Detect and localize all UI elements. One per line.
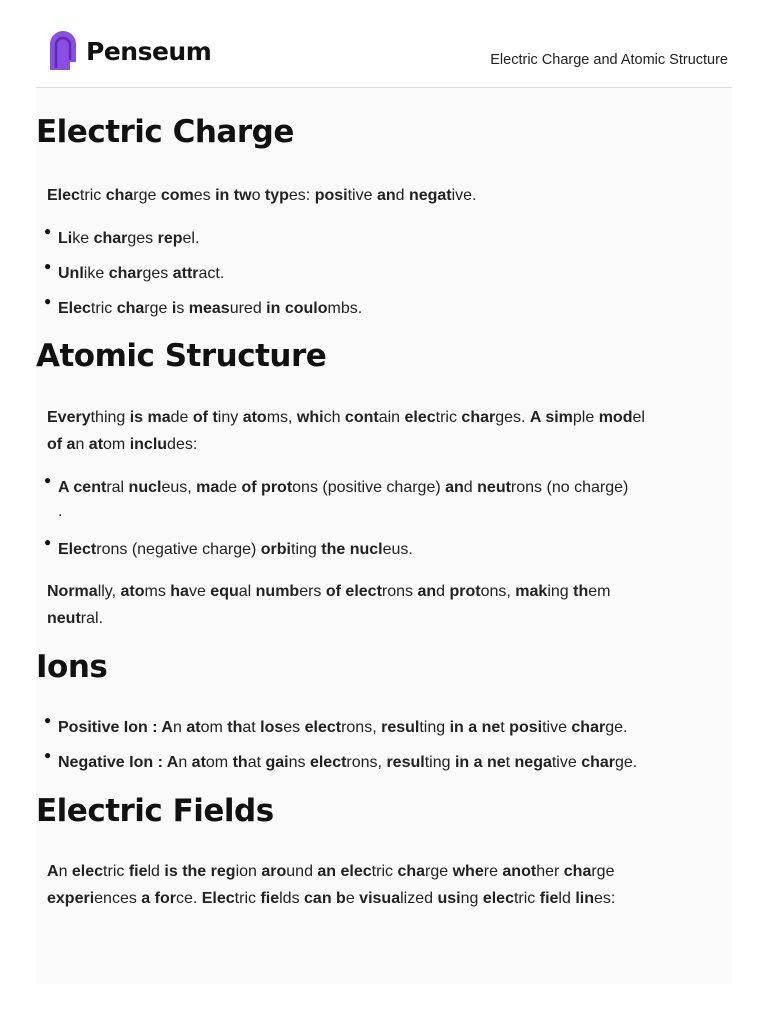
text-run: gai bbox=[265, 754, 289, 771]
text-run: de bbox=[219, 479, 242, 496]
text-run: Elec bbox=[47, 187, 80, 204]
text-run: elect bbox=[304, 719, 342, 736]
text-run: ral. bbox=[80, 610, 104, 627]
charge-intro bbox=[47, 182, 727, 209]
text-run: rge bbox=[144, 300, 172, 317]
text-run: ge. bbox=[605, 719, 628, 736]
text-run: es bbox=[193, 187, 216, 204]
text-run: is bbox=[164, 863, 183, 880]
document-title: Electric Charge and Atomic Structure bbox=[490, 52, 728, 68]
text-run: attr bbox=[172, 265, 199, 282]
text-run: tric bbox=[103, 863, 129, 880]
text-run: at bbox=[242, 719, 261, 736]
list-item bbox=[58, 295, 718, 323]
text-run: ple bbox=[572, 409, 599, 426]
text-run: ike bbox=[83, 265, 109, 282]
text-run: rons bbox=[381, 583, 418, 600]
text-run: can bbox=[304, 890, 337, 907]
text-run: ke bbox=[72, 230, 94, 247]
text-run: ce. bbox=[175, 890, 202, 907]
text-run: ve bbox=[188, 583, 211, 600]
text-run: cont bbox=[344, 409, 379, 426]
text-run: th bbox=[232, 754, 248, 771]
text-run: A bbox=[47, 863, 59, 880]
text-run: equ bbox=[210, 583, 239, 600]
text-run: an bbox=[417, 583, 437, 600]
text-run: an bbox=[317, 863, 341, 880]
text-run: ured bbox=[229, 300, 267, 317]
fields-line1 bbox=[47, 858, 727, 885]
text-run: tric bbox=[435, 409, 462, 426]
text-run: char bbox=[581, 754, 615, 771]
text-run: at bbox=[88, 436, 104, 453]
text-run: char bbox=[108, 265, 143, 282]
text-run: nega bbox=[514, 754, 552, 771]
text-run: ld bbox=[147, 863, 165, 880]
text-run: d bbox=[436, 583, 450, 600]
text-run: visua bbox=[359, 890, 401, 907]
text-run: es bbox=[283, 719, 305, 736]
text-run: neut bbox=[477, 479, 511, 496]
text-run: t bbox=[505, 754, 515, 771]
text-run: lin bbox=[575, 890, 594, 907]
heading-electric-charge: Electric Charge bbox=[36, 114, 294, 150]
text-run: A bbox=[166, 754, 179, 771]
text-run: und bbox=[286, 863, 318, 880]
text-run: ld bbox=[558, 890, 576, 907]
text-run: ato bbox=[120, 583, 145, 600]
text-run: ons (positive charge) bbox=[292, 479, 446, 496]
text-run: Positive Ion : bbox=[58, 719, 162, 736]
list-item bbox=[58, 536, 718, 564]
text-run: s bbox=[176, 300, 189, 317]
text-run: de bbox=[170, 409, 193, 426]
text-run: her bbox=[536, 863, 564, 880]
text-run: posi bbox=[314, 187, 348, 204]
text-run: e bbox=[345, 890, 360, 907]
text-run: ting bbox=[291, 541, 322, 558]
text-run: elect bbox=[345, 583, 382, 600]
text-run: eus, bbox=[161, 479, 197, 496]
text-run: b bbox=[336, 890, 346, 907]
text-run: tric bbox=[234, 890, 261, 907]
bullet-icon: ● bbox=[44, 748, 52, 762]
list-item bbox=[58, 749, 718, 777]
text-run: elect bbox=[309, 754, 347, 771]
text-run: cha bbox=[563, 863, 592, 880]
bullet-icon: ● bbox=[44, 259, 52, 273]
text-run: cent bbox=[73, 479, 107, 496]
text-run: n bbox=[58, 863, 72, 880]
text-run: is bbox=[129, 409, 148, 426]
text-run: of bbox=[325, 583, 346, 600]
text-run: rge bbox=[133, 187, 161, 204]
text-run: ch bbox=[323, 409, 345, 426]
text-run: resul bbox=[386, 754, 425, 771]
text-run: ne bbox=[486, 754, 506, 771]
list-item bbox=[58, 260, 718, 288]
text-run: of bbox=[192, 409, 213, 426]
text-run: whi bbox=[296, 409, 324, 426]
text-run: th bbox=[227, 719, 243, 736]
text-run: tric bbox=[513, 890, 540, 907]
text-run: a bbox=[66, 436, 76, 453]
text-run: coulo bbox=[284, 300, 328, 317]
text-run: ges bbox=[142, 265, 173, 282]
text-run: ha bbox=[170, 583, 189, 600]
text-run: act. bbox=[198, 265, 225, 282]
atomic-outro-line2 bbox=[47, 605, 727, 632]
text-run: ain bbox=[378, 409, 405, 426]
text-run: rep bbox=[157, 230, 183, 247]
text-run: es: bbox=[288, 187, 315, 204]
text-run: char bbox=[461, 409, 496, 426]
text-run: lds bbox=[279, 890, 305, 907]
text-run: rge bbox=[591, 863, 615, 880]
text-run: el. bbox=[182, 230, 200, 247]
text-run: ges bbox=[127, 230, 158, 247]
text-run: resul bbox=[381, 719, 420, 736]
text-run: ting bbox=[419, 719, 450, 736]
text-run: re bbox=[483, 863, 503, 880]
text-run: negat bbox=[408, 187, 452, 204]
text-run: an bbox=[376, 187, 396, 204]
text-run: a bbox=[141, 890, 155, 907]
text-run: com bbox=[160, 187, 194, 204]
text-run: es: bbox=[594, 890, 616, 907]
text-run: nucl bbox=[349, 541, 383, 558]
text-run: whe bbox=[452, 863, 484, 880]
text-run: posi bbox=[509, 719, 543, 736]
text-run: tive bbox=[551, 754, 582, 771]
text-run: rons, bbox=[341, 719, 382, 736]
text-run: ma bbox=[196, 479, 220, 496]
brand-name: Penseum bbox=[86, 36, 212, 66]
text-run: cha bbox=[397, 863, 426, 880]
bullet-icon: ● bbox=[44, 224, 52, 238]
list-item bbox=[58, 714, 718, 742]
text-run: ral bbox=[106, 479, 129, 496]
heading-atomic-structure: Atomic Structure bbox=[36, 338, 327, 374]
text-run: tric bbox=[90, 300, 117, 317]
text-run: experi bbox=[47, 890, 95, 907]
text-run: Unl bbox=[58, 265, 84, 282]
atomic-outro-line1 bbox=[47, 578, 727, 605]
text-run: rons (no charge) bbox=[510, 479, 629, 496]
text-run: ences bbox=[94, 890, 142, 907]
text-run: A bbox=[161, 719, 173, 736]
text-run: orbi bbox=[260, 541, 291, 558]
text-run: char bbox=[93, 230, 128, 247]
text-run: typ bbox=[264, 187, 289, 204]
bullet-icon: ● bbox=[44, 713, 52, 727]
text-run: inclu bbox=[129, 436, 168, 453]
text-run: om bbox=[205, 754, 233, 771]
text-run: meas bbox=[188, 300, 230, 317]
text-run: ms, bbox=[266, 409, 297, 426]
text-run: rons, bbox=[346, 754, 387, 771]
penseum-logo-icon bbox=[48, 30, 78, 72]
text-run: Every bbox=[47, 409, 91, 426]
text-run: tw bbox=[233, 187, 252, 204]
text-run: d bbox=[463, 479, 478, 496]
text-run: in bbox=[454, 754, 474, 771]
text-run: fie bbox=[539, 890, 559, 907]
text-run: rge bbox=[425, 863, 453, 880]
brand-logo[interactable] bbox=[48, 30, 211, 72]
text-run: a bbox=[468, 719, 482, 736]
text-run: at bbox=[247, 754, 266, 771]
text-run: an bbox=[445, 479, 464, 496]
text-run: al bbox=[238, 583, 256, 600]
text-run: for bbox=[154, 890, 176, 907]
text-run: sim bbox=[545, 409, 573, 426]
atomic-intro-line1 bbox=[47, 404, 727, 431]
text-run: Elect bbox=[58, 541, 97, 558]
text-run: thing bbox=[90, 409, 130, 426]
text-run: o bbox=[251, 187, 265, 204]
text-run: a bbox=[473, 754, 487, 771]
text-run: ive. bbox=[451, 187, 477, 204]
text-run: ne bbox=[481, 719, 501, 736]
text-run: fie bbox=[260, 890, 280, 907]
text-run: ge. bbox=[615, 754, 638, 771]
text-run: ing bbox=[547, 583, 574, 600]
text-run: i bbox=[171, 300, 177, 317]
text-run: n bbox=[178, 754, 192, 771]
text-run: nucl bbox=[128, 479, 162, 496]
text-run: rons (negative charge) bbox=[96, 541, 261, 558]
text-run: t bbox=[212, 409, 218, 426]
text-run: Elec bbox=[201, 890, 235, 907]
list-item bbox=[58, 225, 718, 253]
text-run: A bbox=[58, 479, 74, 496]
text-run: the bbox=[182, 863, 211, 880]
text-run: in bbox=[449, 719, 469, 736]
text-run: elec bbox=[340, 863, 372, 880]
text-run: ng bbox=[460, 890, 483, 907]
text-run: ting bbox=[424, 754, 455, 771]
fields-line2 bbox=[47, 885, 727, 912]
text-run: el bbox=[632, 409, 645, 426]
text-run: Li bbox=[58, 230, 73, 247]
heading-electric-fields: Electric Fields bbox=[36, 793, 274, 829]
text-run: t bbox=[500, 719, 510, 736]
text-run: lly, bbox=[97, 583, 121, 600]
text-run: los bbox=[260, 719, 284, 736]
bullet-icon: ● bbox=[44, 294, 52, 308]
text-run: tric bbox=[371, 863, 398, 880]
text-run: elec bbox=[71, 863, 104, 880]
text-run: d bbox=[395, 187, 409, 204]
text-run: the bbox=[321, 541, 350, 558]
text-run: om bbox=[200, 719, 228, 736]
bullet-icon: ● bbox=[44, 535, 52, 549]
text-run: lized bbox=[400, 890, 438, 907]
text-run: mod bbox=[598, 409, 633, 426]
heading-ions: Ions bbox=[36, 649, 108, 685]
page-header bbox=[36, 24, 732, 88]
text-run: ns bbox=[288, 754, 310, 771]
text-run: eus. bbox=[382, 541, 413, 558]
text-run: ma bbox=[147, 409, 171, 426]
text-run: om bbox=[103, 436, 130, 453]
text-run: tive bbox=[542, 719, 572, 736]
text-run: Norma bbox=[47, 583, 98, 600]
text-run: ers bbox=[299, 583, 326, 600]
text-run: Negative Ion : bbox=[58, 754, 167, 771]
text-run: cha bbox=[105, 187, 134, 204]
text-run: iny bbox=[217, 409, 243, 426]
list-item bbox=[58, 474, 718, 502]
text-run: des: bbox=[167, 436, 198, 453]
text-run: Elec bbox=[58, 300, 91, 317]
text-run: aro bbox=[261, 863, 287, 880]
text-run: at bbox=[186, 719, 201, 736]
bullet-icon: ● bbox=[44, 473, 52, 487]
text-run: prot bbox=[261, 479, 293, 496]
text-run: ons, bbox=[480, 583, 516, 600]
text-run: mak bbox=[515, 583, 548, 600]
text-run: cha bbox=[116, 300, 145, 317]
text-run: anot bbox=[502, 863, 537, 880]
text-run: elec bbox=[404, 409, 436, 426]
text-run: fie bbox=[128, 863, 148, 880]
document-body bbox=[36, 88, 732, 984]
text-run: of bbox=[47, 436, 67, 453]
text-run: at bbox=[191, 754, 206, 771]
text-run: numb bbox=[255, 583, 300, 600]
text-run: ges. bbox=[495, 409, 530, 426]
text-run: usi bbox=[437, 890, 461, 907]
text-run: of bbox=[241, 479, 262, 496]
text-run: th bbox=[573, 583, 589, 600]
atomic-intro-line2 bbox=[47, 431, 727, 458]
text-run: in bbox=[266, 300, 285, 317]
text-run: A bbox=[529, 409, 546, 426]
text-run: ion bbox=[235, 863, 262, 880]
text-run: in bbox=[215, 187, 234, 204]
text-run: reg bbox=[210, 863, 236, 880]
text-run: n bbox=[75, 436, 89, 453]
text-run: n bbox=[172, 719, 187, 736]
text-run: tric bbox=[79, 187, 106, 204]
list-item-tail: . bbox=[58, 503, 63, 520]
text-run: prot bbox=[449, 583, 481, 600]
text-run: neut bbox=[47, 610, 81, 627]
text-run: mbs. bbox=[327, 300, 363, 317]
text-run: tive bbox=[347, 187, 377, 204]
text-run: ms bbox=[144, 583, 171, 600]
text-run: elec bbox=[482, 890, 514, 907]
text-run: char bbox=[571, 719, 606, 736]
text-run: em bbox=[588, 583, 611, 600]
text-run: ato bbox=[242, 409, 267, 426]
